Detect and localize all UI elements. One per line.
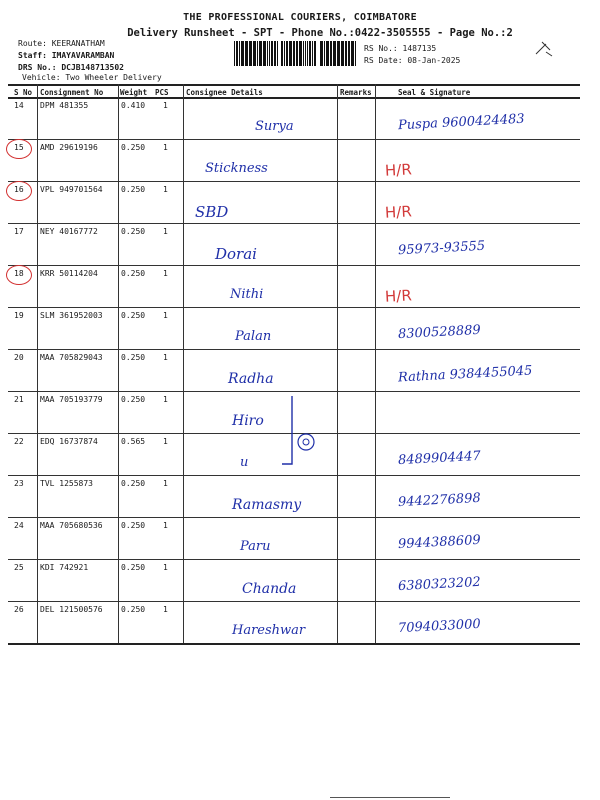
row-divider — [8, 643, 580, 645]
barcode-bar — [286, 41, 288, 66]
company-title: THE PROFESSIONAL COURIERS, COIMBATORE — [183, 12, 417, 23]
barcode-bar — [296, 41, 298, 66]
barcode-bar — [351, 41, 354, 66]
row-sno: 14 — [14, 101, 24, 110]
barcode-bar — [267, 41, 268, 66]
row-weight: 0.250 — [121, 185, 146, 194]
staff-label: Staff: IMAYAVARAMBAN — [18, 51, 115, 60]
barcode-bar — [299, 41, 302, 66]
row-signature: 9944388609 — [397, 532, 482, 553]
row-consignee-name: SBD — [195, 203, 229, 221]
row-consignment-no: KRR 50114204 — [40, 269, 98, 278]
barcode-bar — [348, 41, 350, 66]
row-sno: 26 — [14, 605, 24, 614]
row-divider — [8, 601, 580, 602]
row-consignee-name: Stickness — [205, 161, 268, 176]
row-pcs: 1 — [163, 185, 168, 194]
row-pcs: 1 — [163, 395, 168, 404]
barcode-bar — [239, 41, 240, 66]
row-weight: 0.250 — [121, 269, 146, 278]
barcode — [232, 41, 356, 66]
row-divider — [8, 517, 580, 518]
row-consignment-no: EDQ 16737874 — [40, 437, 98, 446]
row-circle-mark — [6, 265, 32, 285]
runsheet-subtitle: Delivery Runsheet - SPT - Phone No.:0422-3505555 - Page No.:2 — [127, 27, 513, 39]
col-consignment: Consignment No — [40, 88, 104, 97]
row-weight: 0.565 — [121, 437, 146, 446]
row-weight: 0.250 — [121, 311, 146, 320]
row-consignment-no: KDI 742921 — [40, 563, 89, 572]
row-weight: 0.250 — [121, 479, 146, 488]
col-pcs: PCS — [155, 88, 169, 97]
vehicle-label: Vehicle: Two Wheeler Delivery — [22, 73, 162, 82]
rs-number: RS No.: 1487135 — [364, 44, 437, 53]
barcode-bar — [345, 41, 347, 66]
row-consignee-name: u — [240, 455, 249, 470]
row-consignment-no: MAA 705680536 — [40, 521, 103, 530]
barcode-bar — [241, 41, 244, 66]
barcode-bar — [326, 41, 329, 66]
barcode-bar — [253, 41, 256, 66]
row-signature: 95973-93555 — [397, 238, 486, 259]
row-pcs: 1 — [163, 227, 168, 236]
barcode-bar — [320, 41, 323, 66]
barcode-bar — [307, 41, 308, 66]
row-consignee-name: Hiro — [232, 413, 264, 429]
row-signature: 7094033000 — [397, 616, 482, 637]
row-consignment-no: VPL 949701564 — [40, 185, 103, 194]
barcode-bar — [293, 41, 295, 66]
row-divider — [8, 349, 580, 350]
row-weight: 0.250 — [121, 521, 146, 530]
row-divider — [8, 84, 580, 86]
corner-scribble — [532, 38, 556, 60]
barcode-bar — [337, 41, 340, 66]
row-signature: 6380323202 — [397, 574, 482, 595]
row-consignee-name: Nithi — [230, 287, 264, 302]
row-divider — [8, 139, 580, 140]
row-consignee-name: Radha — [228, 371, 274, 387]
row-pcs: 1 — [163, 521, 168, 530]
row-consignment-no: NEY 40167772 — [40, 227, 98, 236]
barcode-bar — [289, 41, 292, 66]
row-weight: 0.250 — [121, 227, 146, 236]
barcode-bar — [269, 41, 270, 66]
column-divider — [118, 84, 119, 643]
row-weight: 0.250 — [121, 395, 146, 404]
barcode-bar — [271, 41, 273, 66]
row-circle-mark — [6, 139, 32, 159]
row-consignee-name: Chanda — [242, 581, 297, 597]
barcode-bar — [245, 41, 248, 66]
barcode-bar — [257, 41, 258, 66]
row-sno: 22 — [14, 437, 24, 446]
col-sno: S No — [14, 88, 33, 97]
row-sno: 24 — [14, 521, 24, 530]
barcode-bar — [259, 41, 262, 66]
row-consignee-name: Hareshwar — [232, 623, 306, 638]
row-sno: 25 — [14, 563, 24, 572]
rs-date: RS Date: 08-Jan-2025 — [364, 56, 461, 65]
barcode-bar — [303, 41, 304, 66]
barcode-bar — [274, 41, 276, 66]
col-remarks: Remarks — [340, 88, 372, 97]
row-pcs: 1 — [163, 353, 168, 362]
row-sno: 17 — [14, 227, 24, 236]
row-signature: 8489904447 — [397, 448, 482, 469]
row-consignment-no: SLM 361952003 — [40, 311, 103, 320]
row-consignee-name: Dorai — [215, 245, 257, 263]
barcode-bar — [236, 41, 238, 66]
col-seal-signature: Seal & Signature — [398, 88, 471, 97]
row-consignment-no: MAA 705829043 — [40, 353, 103, 362]
drs-number: DRS No.: DCJB148713502 — [18, 63, 124, 72]
row-pcs: 1 — [163, 311, 168, 320]
row-pcs: 1 — [163, 269, 168, 278]
row-sno: 19 — [14, 311, 24, 320]
row-signature: H/R — [384, 160, 413, 180]
row-signature: H/R — [384, 286, 413, 306]
row-weight: 0.250 — [121, 605, 146, 614]
row-consignment-no: AMD 29619196 — [40, 143, 98, 152]
row-divider — [8, 181, 580, 182]
row-consignment-no: TVL 1255873 — [40, 479, 93, 488]
row-pcs: 1 — [163, 101, 168, 110]
barcode-bar — [330, 41, 332, 66]
row-divider — [8, 475, 580, 476]
row-signature: Puspa 9600424483 — [397, 111, 526, 134]
barcode-bar — [249, 41, 252, 66]
barcode-bar — [309, 41, 311, 66]
barcode-bar — [324, 41, 325, 66]
row-signature: Rathna 9384455045 — [397, 363, 533, 386]
row-pcs: 1 — [163, 479, 168, 488]
row-consignment-no: DEL 121500576 — [40, 605, 103, 614]
row-pcs: 1 — [163, 563, 168, 572]
row-weight: 0.250 — [121, 353, 146, 362]
row-signature: 8300528889 — [397, 322, 482, 343]
row-circle-mark — [6, 181, 32, 201]
route-label: Route: KEERANATHAM — [18, 39, 105, 48]
row-divider — [8, 559, 580, 560]
column-divider — [337, 84, 338, 643]
row-weight: 0.250 — [121, 143, 146, 152]
row-consignee-name: Paru — [240, 539, 271, 554]
bracket-scribble — [278, 392, 318, 472]
row-consignment-no: MAA 705193779 — [40, 395, 103, 404]
row-sno: 21 — [14, 395, 24, 404]
barcode-bar — [234, 41, 235, 66]
barcode-bar — [277, 41, 278, 66]
row-divider — [8, 97, 580, 99]
row-consignment-no: DPM 481355 — [40, 101, 89, 110]
row-divider — [8, 223, 580, 224]
row-sno: 23 — [14, 479, 24, 488]
row-consignee-name: Ramasmy — [232, 497, 302, 513]
row-pcs: 1 — [163, 605, 168, 614]
row-signature: H/R — [384, 202, 413, 222]
column-divider — [183, 84, 184, 643]
barcode-bar — [333, 41, 336, 66]
barcode-bar — [281, 41, 283, 66]
row-pcs: 1 — [163, 437, 168, 446]
row-weight: 0.250 — [121, 563, 146, 572]
row-signature: 9442276898 — [397, 490, 482, 511]
column-divider — [375, 84, 376, 643]
barcode-bar — [355, 41, 356, 66]
footer-line — [330, 797, 450, 798]
barcode-bar — [284, 41, 285, 66]
row-sno: 16 — [14, 185, 24, 194]
row-divider — [8, 307, 580, 308]
column-divider — [37, 84, 38, 643]
barcode-bar — [314, 41, 316, 66]
col-weight: Weight — [120, 88, 148, 97]
row-sno: 18 — [14, 269, 24, 278]
row-sno: 20 — [14, 353, 24, 362]
barcode-bar — [263, 41, 266, 66]
row-weight: 0.410 — [121, 101, 146, 110]
row-consignee-name: Palan — [235, 329, 272, 344]
barcode-bar — [312, 41, 313, 66]
barcode-bar — [305, 41, 306, 66]
row-sno: 15 — [14, 143, 24, 152]
row-pcs: 1 — [163, 143, 168, 152]
col-consignee: Consignee Details — [186, 88, 263, 97]
row-divider — [8, 265, 580, 266]
barcode-bar — [341, 41, 344, 66]
row-consignee-name: Surya — [255, 119, 294, 134]
